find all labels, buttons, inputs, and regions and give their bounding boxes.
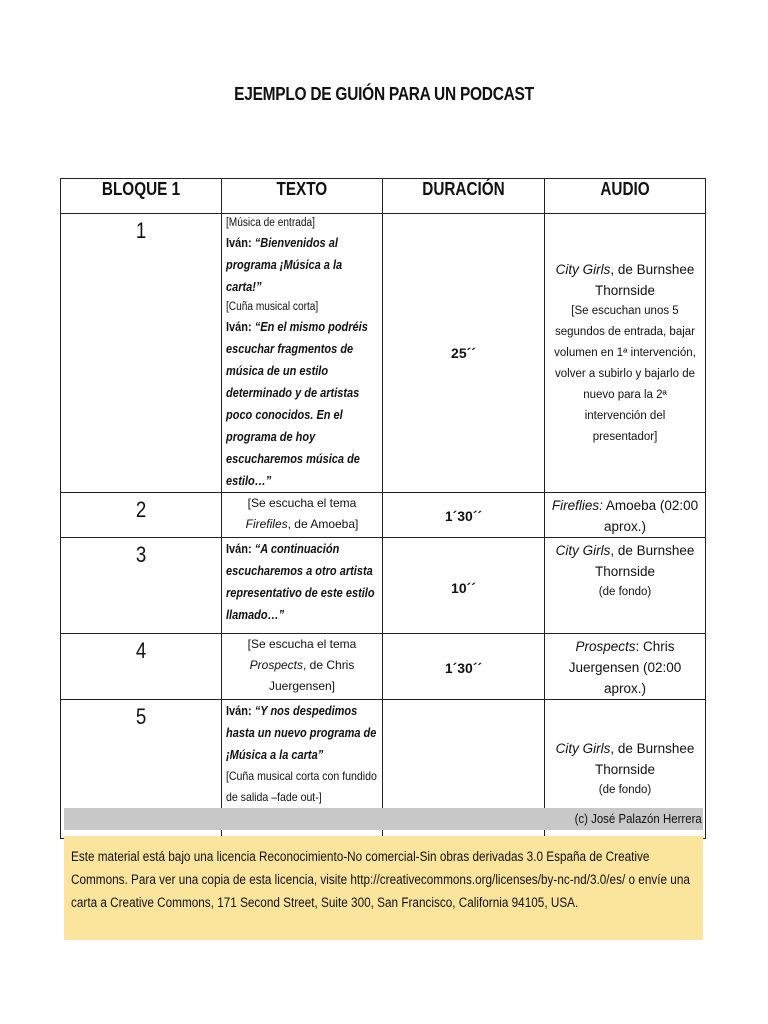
block-number: 1 [61, 214, 222, 493]
table-header-row [61, 179, 706, 214]
audio-cell: City Girls, de Burnshee Thornside (de fondo) [545, 538, 706, 634]
duration: 1´30´´ [383, 634, 545, 700]
audio-cell: City Girls, de Burnshee Thornside [Se escuchan unos 5 segundos de entrada, bajar volumen en 1ª intervención, volver a subirlo y bajarlo de nuevo para la 2ª intervención del presentador] [545, 214, 706, 493]
audio-cell: City Girls, de Burnshee Thornside (de fondo) [545, 700, 706, 839]
header-texto: TEXTO [222, 179, 383, 214]
script-text: Iván: “A continuación escucharemos a otro artista representativo de este estilo llamado…” [222, 538, 383, 634]
block-number: 4 [61, 634, 222, 700]
block-number: 5 [61, 700, 222, 839]
table-row [61, 493, 706, 538]
table-row [61, 538, 706, 634]
duration: 10´´ [383, 538, 545, 634]
script-text: [Se escucha el tema Prospects, de Chris Juergensen] [222, 634, 383, 700]
duration: 1´30´´ [383, 493, 545, 538]
script-text: Iván: “Y nos despedimos hasta un nuevo programa de ¡Música a la carta” [Cuña musical corta con fundido de salida –fade out-] [222, 700, 383, 839]
block-number: 2 [61, 493, 222, 538]
script-text: [Música de entrada] Iván: “Bienvenidos al programa ¡Música a la carta!” [Cuña musical corta] Iván: “En el mismo podréis escuchar fragmentos de música de un estilo determinado y de artistas poco conocidos. En el programa de hoy escucharemos música de estilo…” [222, 214, 383, 493]
page-title: EJEMPLO DE GUIÓN PARA UN PODCAST [234, 84, 534, 104]
block-number: 3 [61, 538, 222, 634]
duration: 25´´ [383, 214, 545, 493]
table-row [61, 214, 706, 493]
header-duracion: DURACIÓN [383, 179, 545, 214]
table-row [61, 634, 706, 700]
audio-cell: Fireflies: Amoeba (02:00 aprox.) [545, 493, 706, 538]
license-notice: Este material está bajo una licencia Reconocimiento-No comercial-Sin obras derivadas 3.0 España de Creative Commons. Para ver una copia de esta licencia, visite http://creativecommons.org/licenses/by-nc-nd/3.0/es/ o envíe una carta a Creative Commons, 171 Second Street, Suite 300, San Francisco, California 94105, USA. [64, 836, 703, 940]
script-text: [Se escucha el tema Firefiles, de Amoeba] [222, 493, 383, 538]
audio-cell: Prospects: Chris Juergensen (02:00 aprox.) [545, 634, 706, 700]
author-credit-bar: (c) José Palazón Herrera [64, 808, 703, 830]
header-bloque: BLOQUE 1 [61, 179, 222, 214]
header-audio: AUDIO [545, 179, 706, 214]
podcast-script-table [60, 178, 706, 839]
